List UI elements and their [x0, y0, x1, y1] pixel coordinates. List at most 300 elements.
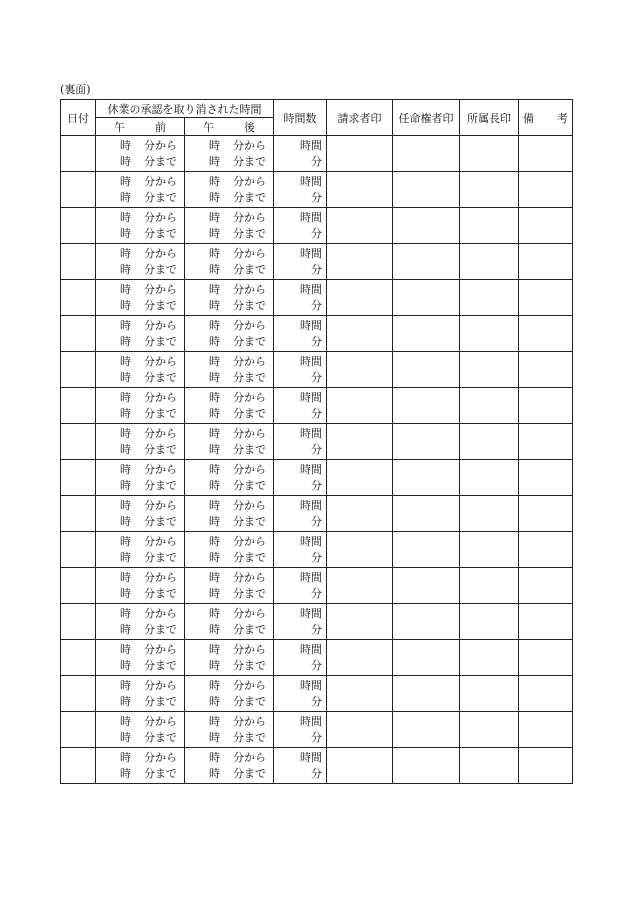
pm-time-cell[interactable]: [185, 676, 274, 712]
remarks-cell[interactable]: [519, 640, 573, 676]
hours-count-cell[interactable]: [274, 604, 327, 640]
am-time-cell[interactable]: [96, 676, 185, 712]
appointer-seal-cell[interactable]: [393, 280, 460, 316]
entry-row: [61, 280, 573, 316]
pm-time-cell[interactable]: [185, 604, 274, 640]
pm-time-cell[interactable]: [185, 136, 274, 172]
pm-from-line: [209, 210, 273, 226]
requester-seal-cell[interactable]: [327, 640, 393, 676]
hours-unit: 時間: [300, 534, 322, 548]
pm-to-line: [209, 766, 273, 782]
entry-row: [61, 640, 573, 676]
requester-seal-cell[interactable]: [327, 460, 393, 496]
requester-seal-cell[interactable]: [327, 136, 393, 172]
am-time-cell[interactable]: [96, 208, 185, 244]
pm-to-hour: 時: [209, 694, 220, 708]
date-cell[interactable]: [61, 640, 96, 676]
am-from-minutes: 分から: [144, 318, 177, 332]
am-from-hour: 時: [120, 282, 131, 296]
am-to-minutes: 分まで: [144, 514, 177, 528]
date-cell[interactable]: [61, 208, 96, 244]
pm-to-line: [209, 694, 273, 710]
date-cell[interactable]: [61, 424, 96, 460]
pm-from-line: [209, 354, 273, 370]
pm-to-minutes: 分まで: [233, 478, 266, 492]
am-to-hour: 時: [120, 514, 131, 528]
am-time-cell[interactable]: [96, 712, 185, 748]
hours-unit: 時間: [300, 750, 322, 764]
requester-seal-cell[interactable]: [327, 568, 393, 604]
pm-to-minutes: 分まで: [233, 370, 266, 384]
pm-from-line: [209, 606, 273, 622]
am-to-hour: 時: [120, 550, 131, 564]
date-cell[interactable]: [61, 316, 96, 352]
pm-to-hour: 時: [209, 586, 220, 600]
pm-from-minutes: 分から: [233, 318, 266, 332]
head-seal-cell[interactable]: [460, 604, 519, 640]
hours-count-cell[interactable]: [274, 712, 327, 748]
pm-header-left: 午: [203, 120, 214, 134]
am-from-line: [120, 318, 184, 334]
am-to-line: [120, 694, 184, 710]
date-cell[interactable]: [61, 604, 96, 640]
pm-to-hour: 時: [209, 298, 220, 312]
requester-seal-cell[interactable]: [327, 280, 393, 316]
appointer-seal-cell[interactable]: [393, 352, 460, 388]
hours-count-cell[interactable]: [274, 640, 327, 676]
pm-from-hour: 時: [209, 678, 220, 692]
pm-time-cell[interactable]: [185, 172, 274, 208]
date-cell[interactable]: [61, 712, 96, 748]
requester-seal-cell[interactable]: [327, 424, 393, 460]
pm-to-line: [209, 262, 273, 278]
am-from-line: [120, 714, 184, 730]
am-from-minutes: 分から: [144, 714, 177, 728]
hours-count-cell[interactable]: [274, 172, 327, 208]
minutes-unit: 分: [311, 262, 322, 276]
am-to-minutes: 分まで: [144, 298, 177, 312]
pm-from-minutes: 分から: [233, 750, 266, 764]
minutes-unit: 分: [311, 478, 322, 492]
am-from-minutes: 分から: [144, 534, 177, 548]
pm-to-line: [209, 370, 273, 386]
hours-count-cell[interactable]: [274, 352, 327, 388]
pm-to-hour: 時: [209, 226, 220, 240]
am-to-line: [120, 766, 184, 782]
appointer-seal-cell[interactable]: [393, 208, 460, 244]
pm-to-hour: 時: [209, 730, 220, 744]
remarks-cell[interactable]: [519, 172, 573, 208]
minutes-unit: 分: [311, 370, 322, 384]
pm-time-cell[interactable]: [185, 244, 274, 280]
date-cell[interactable]: [61, 172, 96, 208]
hours-count-cell[interactable]: [274, 568, 327, 604]
date-cell[interactable]: [61, 532, 96, 568]
am-to-minutes: 分まで: [144, 406, 177, 420]
am-to-hour: 時: [120, 442, 131, 456]
pm-from-line: [209, 318, 273, 334]
pm-header: [185, 118, 274, 136]
remarks-cell[interactable]: [519, 208, 573, 244]
pm-from-hour: 時: [209, 246, 220, 260]
pm-from-hour: 時: [209, 354, 220, 368]
head-seal-cell[interactable]: [460, 712, 519, 748]
am-time-cell[interactable]: [96, 424, 185, 460]
remarks-cell[interactable]: [519, 424, 573, 460]
am-from-hour: 時: [120, 534, 131, 548]
minutes-unit: 分: [311, 550, 322, 564]
date-cell[interactable]: [61, 496, 96, 532]
requester-seal-cell[interactable]: [327, 388, 393, 424]
appointer-seal-cell[interactable]: [393, 712, 460, 748]
pm-to-hour: 時: [209, 766, 220, 780]
requester-seal-cell[interactable]: [327, 208, 393, 244]
hours-unit: 時間: [300, 246, 322, 260]
pm-to-minutes: 分まで: [233, 334, 266, 348]
leave-cancellation-table: [60, 99, 573, 784]
pm-time-cell[interactable]: [185, 208, 274, 244]
am-from-hour: 時: [120, 138, 131, 152]
am-to-line: [120, 730, 184, 746]
minutes-unit: 分: [311, 514, 322, 528]
requester-seal-cell[interactable]: [327, 496, 393, 532]
pm-to-hour: 時: [209, 190, 220, 204]
minutes-unit: 分: [311, 226, 322, 240]
pm-to-minutes: 分まで: [233, 442, 266, 456]
am-to-line: [120, 262, 184, 278]
am-to-minutes: 分まで: [144, 478, 177, 492]
pm-from-minutes: 分から: [233, 426, 266, 440]
hours-unit: 時間: [300, 498, 322, 512]
remarks-header-left: 備: [523, 111, 534, 125]
am-time-cell[interactable]: [96, 496, 185, 532]
pm-from-line: [209, 174, 273, 190]
requester-seal-cell[interactable]: [327, 604, 393, 640]
am-from-hour: 時: [120, 210, 131, 224]
am-to-minutes: 分まで: [144, 586, 177, 600]
remarks-cell[interactable]: [519, 568, 573, 604]
entry-row: [61, 712, 573, 748]
remarks-cell[interactable]: [519, 280, 573, 316]
am-time-cell[interactable]: [96, 388, 185, 424]
head-seal-cell[interactable]: [460, 172, 519, 208]
am-to-line: [120, 226, 184, 242]
entry-row: [61, 208, 573, 244]
am-from-line: [120, 570, 184, 586]
am-to-hour: 時: [120, 370, 131, 384]
date-cell[interactable]: [61, 352, 96, 388]
hours-unit: 時間: [300, 390, 322, 404]
pm-from-line: [209, 426, 273, 442]
pm-from-minutes: 分から: [233, 354, 266, 368]
hours-count-cell[interactable]: [274, 244, 327, 280]
pm-from-hour: 時: [209, 282, 220, 296]
head-seal-cell[interactable]: [460, 460, 519, 496]
pm-to-line: [209, 622, 273, 638]
pm-from-hour: 時: [209, 570, 220, 584]
pm-from-line: [209, 570, 273, 586]
am-from-line: [120, 462, 184, 478]
am-from-line: [120, 678, 184, 694]
am-time-cell[interactable]: [96, 532, 185, 568]
entry-row: [61, 352, 573, 388]
am-to-minutes: 分まで: [144, 226, 177, 240]
appointer-seal-cell[interactable]: [393, 748, 460, 784]
pm-to-line: [209, 154, 273, 170]
am-from-hour: 時: [120, 642, 131, 656]
am-from-minutes: 分から: [144, 642, 177, 656]
appointer-seal-cell[interactable]: [393, 604, 460, 640]
hours-count-header: 時間数: [274, 100, 327, 136]
am-time-cell[interactable]: [96, 172, 185, 208]
am-to-line: [120, 586, 184, 602]
remarks-cell[interactable]: [519, 676, 573, 712]
remarks-cell[interactable]: [519, 604, 573, 640]
pm-to-minutes: 分まで: [233, 550, 266, 564]
entry-row: [61, 244, 573, 280]
remarks-cell[interactable]: [519, 316, 573, 352]
am-from-minutes: 分から: [144, 498, 177, 512]
head-seal-cell[interactable]: [460, 676, 519, 712]
hours-count-cell[interactable]: [274, 496, 327, 532]
am-from-minutes: 分から: [144, 462, 177, 476]
appointer-seal-cell[interactable]: [393, 568, 460, 604]
head-seal-cell[interactable]: [460, 388, 519, 424]
am-to-hour: 時: [120, 694, 131, 708]
am-from-minutes: 分から: [144, 282, 177, 296]
hours-count-cell[interactable]: [274, 280, 327, 316]
pm-to-line: [209, 586, 273, 602]
am-from-hour: 時: [120, 246, 131, 260]
remarks-cell[interactable]: [519, 352, 573, 388]
pm-to-line: [209, 730, 273, 746]
remarks-cell[interactable]: [519, 244, 573, 280]
hours-count-cell[interactable]: [274, 532, 327, 568]
requester-seal-cell[interactable]: [327, 316, 393, 352]
remarks-cell[interactable]: [519, 748, 573, 784]
minutes-unit: 分: [311, 586, 322, 600]
am-time-cell[interactable]: [96, 640, 185, 676]
hours-count-cell[interactable]: [274, 748, 327, 784]
head-seal-cell[interactable]: [460, 568, 519, 604]
pm-from-hour: 時: [209, 174, 220, 188]
pm-from-minutes: 分から: [233, 570, 266, 584]
pm-time-cell[interactable]: [185, 568, 274, 604]
minutes-unit: 分: [311, 154, 322, 168]
head-seal-cell[interactable]: [460, 424, 519, 460]
head-seal-cell[interactable]: [460, 244, 519, 280]
pm-time-cell[interactable]: [185, 352, 274, 388]
minutes-unit: 分: [311, 766, 322, 780]
hours-unit: 時間: [300, 606, 322, 620]
am-from-line: [120, 750, 184, 766]
head-seal-cell[interactable]: [460, 316, 519, 352]
pm-from-line: [209, 498, 273, 514]
pm-from-minutes: 分から: [233, 174, 266, 188]
hours-unit: 時間: [300, 714, 322, 728]
am-to-line: [120, 658, 184, 674]
am-time-cell[interactable]: [96, 136, 185, 172]
am-from-hour: 時: [120, 318, 131, 332]
hours-count-cell[interactable]: [274, 460, 327, 496]
am-from-line: [120, 282, 184, 298]
appointer-seal-cell[interactable]: [393, 496, 460, 532]
am-time-cell[interactable]: [96, 280, 185, 316]
am-to-line: [120, 478, 184, 494]
pm-time-cell[interactable]: [185, 460, 274, 496]
pm-time-cell[interactable]: [185, 748, 274, 784]
appointer-seal-cell[interactable]: [393, 424, 460, 460]
am-time-cell[interactable]: [96, 352, 185, 388]
pm-to-line: [209, 190, 273, 206]
am-time-cell[interactable]: [96, 604, 185, 640]
minutes-unit: 分: [311, 442, 322, 456]
am-to-minutes: 分まで: [144, 658, 177, 672]
hours-count-cell[interactable]: [274, 388, 327, 424]
pm-time-cell[interactable]: [185, 316, 274, 352]
pm-time-cell[interactable]: [185, 388, 274, 424]
am-from-line: [120, 606, 184, 622]
pm-from-minutes: 分から: [233, 498, 266, 512]
appointer-seal-cell[interactable]: [393, 136, 460, 172]
requester-seal-cell[interactable]: [327, 748, 393, 784]
remarks-cell[interactable]: [519, 388, 573, 424]
appointer-seal-cell[interactable]: [393, 244, 460, 280]
appointer-seal-header: 任命権者印: [393, 100, 460, 136]
date-cell[interactable]: [61, 460, 96, 496]
date-cell[interactable]: [61, 676, 96, 712]
pm-to-line: [209, 514, 273, 530]
am-header-left: 午: [114, 120, 125, 134]
hours-count-cell[interactable]: [274, 208, 327, 244]
am-time-cell[interactable]: [96, 568, 185, 604]
pm-time-cell[interactable]: [185, 640, 274, 676]
minutes-unit: 分: [311, 298, 322, 312]
hours-unit: 時間: [300, 282, 322, 296]
appointer-seal-cell[interactable]: [393, 640, 460, 676]
pm-to-hour: 時: [209, 154, 220, 168]
requester-seal-cell[interactable]: [327, 712, 393, 748]
appointer-seal-cell[interactable]: [393, 532, 460, 568]
am-from-minutes: 分から: [144, 354, 177, 368]
hours-count-cell[interactable]: [274, 316, 327, 352]
pm-time-cell[interactable]: [185, 496, 274, 532]
appointer-seal-cell[interactable]: [393, 460, 460, 496]
am-to-hour: 時: [120, 154, 131, 168]
minutes-unit: 分: [311, 622, 322, 636]
am-time-cell[interactable]: [96, 748, 185, 784]
pm-to-line: [209, 550, 273, 566]
pm-from-hour: 時: [209, 750, 220, 764]
entry-row: [61, 748, 573, 784]
am-time-cell[interactable]: [96, 460, 185, 496]
head-seal-cell[interactable]: [460, 136, 519, 172]
head-seal-cell[interactable]: [460, 640, 519, 676]
am-to-minutes: 分まで: [144, 550, 177, 564]
pm-time-cell[interactable]: [185, 532, 274, 568]
am-from-hour: 時: [120, 498, 131, 512]
date-cell[interactable]: [61, 136, 96, 172]
am-from-minutes: 分から: [144, 210, 177, 224]
requester-seal-cell[interactable]: [327, 172, 393, 208]
pm-to-line: [209, 478, 273, 494]
date-cell[interactable]: [61, 568, 96, 604]
am-to-line: [120, 514, 184, 530]
pm-from-hour: 時: [209, 606, 220, 620]
pm-from-minutes: 分から: [233, 534, 266, 548]
hours-count-cell[interactable]: [274, 424, 327, 460]
date-cell[interactable]: [61, 748, 96, 784]
entry-row: [61, 316, 573, 352]
am-from-line: [120, 174, 184, 190]
am-to-line: [120, 622, 184, 638]
pm-to-minutes: 分まで: [233, 298, 266, 312]
head-seal-cell[interactable]: [460, 496, 519, 532]
requester-seal-cell[interactable]: [327, 676, 393, 712]
date-cell[interactable]: [61, 388, 96, 424]
pm-to-hour: 時: [209, 262, 220, 276]
head-seal-cell[interactable]: [460, 532, 519, 568]
appointer-seal-cell[interactable]: [393, 172, 460, 208]
pm-time-cell[interactable]: [185, 424, 274, 460]
head-seal-cell[interactable]: [460, 352, 519, 388]
requester-seal-cell[interactable]: [327, 352, 393, 388]
hours-count-cell[interactable]: [274, 136, 327, 172]
minutes-unit: 分: [311, 658, 322, 672]
appointer-seal-cell[interactable]: [393, 316, 460, 352]
pm-from-line: [209, 714, 273, 730]
hours-count-cell[interactable]: [274, 676, 327, 712]
head-seal-cell[interactable]: [460, 208, 519, 244]
head-seal-cell[interactable]: [460, 748, 519, 784]
back-side-label: (裏面): [60, 83, 91, 96]
head-seal-cell[interactable]: [460, 280, 519, 316]
am-from-minutes: 分から: [144, 426, 177, 440]
minutes-unit: 分: [311, 334, 322, 348]
appointer-seal-cell[interactable]: [393, 388, 460, 424]
remarks-cell[interactable]: [519, 496, 573, 532]
pm-time-cell[interactable]: [185, 280, 274, 316]
date-cell[interactable]: [61, 244, 96, 280]
pm-to-hour: 時: [209, 622, 220, 636]
entry-row: [61, 568, 573, 604]
am-to-hour: 時: [120, 478, 131, 492]
remarks-cell[interactable]: [519, 712, 573, 748]
pm-to-minutes: 分まで: [233, 730, 266, 744]
am-to-hour: 時: [120, 622, 131, 636]
am-time-cell[interactable]: [96, 244, 185, 280]
requester-seal-cell[interactable]: [327, 532, 393, 568]
pm-to-line: [209, 406, 273, 422]
pm-time-cell[interactable]: [185, 712, 274, 748]
remarks-cell[interactable]: [519, 532, 573, 568]
requester-seal-cell[interactable]: [327, 244, 393, 280]
pm-to-minutes: 分まで: [233, 514, 266, 528]
am-time-cell[interactable]: [96, 316, 185, 352]
entry-row: [61, 676, 573, 712]
remarks-cell[interactable]: [519, 460, 573, 496]
pm-from-line: [209, 534, 273, 550]
appointer-seal-cell[interactable]: [393, 676, 460, 712]
date-cell[interactable]: [61, 280, 96, 316]
am-to-hour: 時: [120, 298, 131, 312]
pm-from-minutes: 分から: [233, 606, 266, 620]
am-to-minutes: 分まで: [144, 766, 177, 780]
pm-to-minutes: 分まで: [233, 406, 266, 420]
entry-row: [61, 424, 573, 460]
remarks-cell[interactable]: [519, 136, 573, 172]
date-header: 日付: [61, 100, 96, 136]
